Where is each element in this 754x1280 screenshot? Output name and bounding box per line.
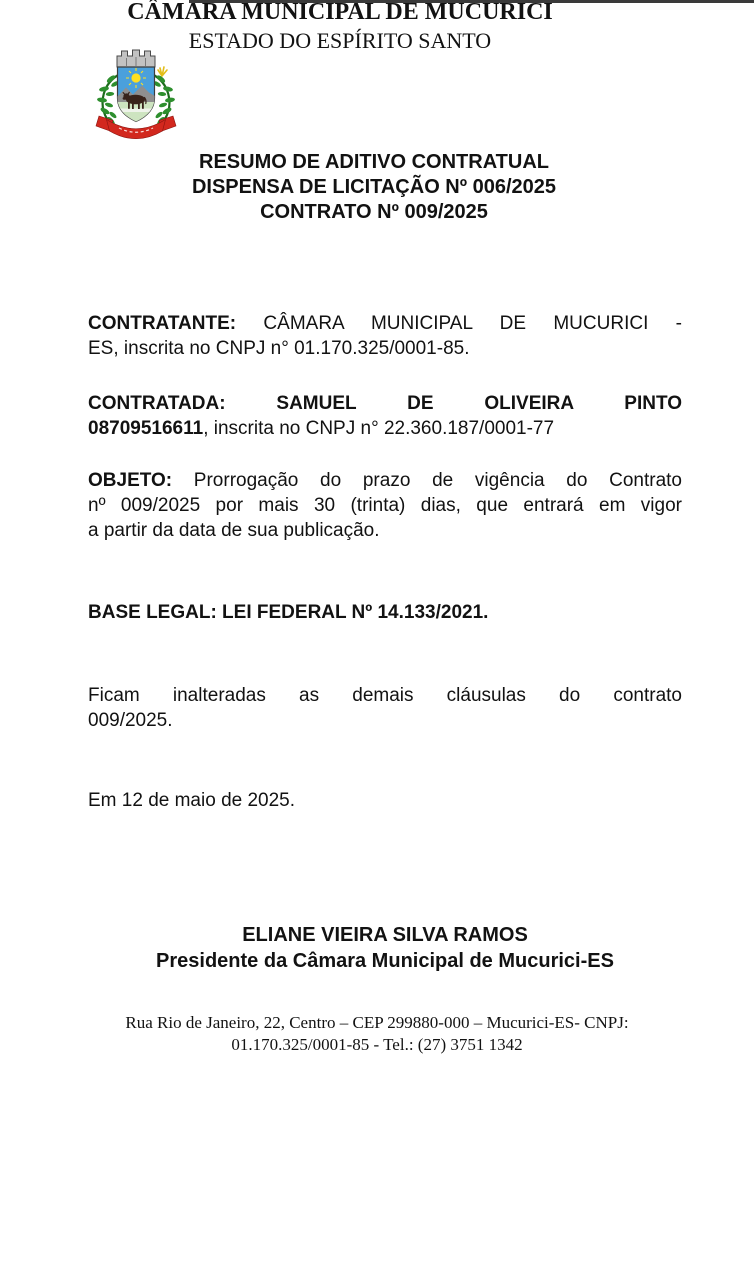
text-line xyxy=(88,311,682,336)
paragraph-ficam xyxy=(88,683,682,733)
paragraph-objeto xyxy=(88,468,682,543)
document-title xyxy=(78,150,670,225)
paragraph-contratante xyxy=(88,311,682,361)
document-title-line: DISPENSA DE LICITAÇÃO Nº 006/2025 xyxy=(191,176,557,198)
signature-title: Presidente da Câmara Municipal de Mucurici-ES xyxy=(156,950,614,972)
text-line xyxy=(88,518,682,543)
bold-text-segment: OBJETO: xyxy=(88,470,173,491)
text-line xyxy=(88,391,682,416)
document-title-line: RESUMO DE ADITIVO CONTRATUAL xyxy=(199,151,549,173)
municipal-coat-of-arms-icon xyxy=(86,46,186,146)
text-segment: Ficam inalteradas as demais cláusulas do contrato xyxy=(88,685,682,706)
text-segment: nº 009/2025 por mais 30 (trinta) dias, que entrará em vigor xyxy=(88,495,682,516)
footer-address xyxy=(77,1012,677,1056)
text-segment: , inscrita no CNPJ n° 22.360.187/0001-77 xyxy=(203,418,555,439)
paragraph-base-legal xyxy=(88,600,682,625)
signature-name: ELIANE VIEIRA SILVA RAMOS xyxy=(242,924,528,946)
bold-text-segment: CONTRATANTE: xyxy=(88,313,237,334)
text-line xyxy=(88,468,682,493)
footer-line: Rua Rio de Janeiro, 22, Centro – CEP 299880-000 – Mucurici-ES- CNPJ: xyxy=(125,1013,629,1032)
text-line xyxy=(88,708,682,733)
signature-block xyxy=(88,922,682,974)
header-subtitle: ESTADO DO ESPÍRITO SANTO xyxy=(188,28,492,53)
header-title: CÂMARA MUNICIPAL DE MUCURICI xyxy=(127,0,553,25)
text-segment: a partir da data de sua publicação. xyxy=(88,520,380,541)
text-line xyxy=(88,493,682,518)
text-segment: 009/2025. xyxy=(88,710,173,731)
text-line xyxy=(88,600,682,625)
paragraph-data xyxy=(88,788,682,813)
bold-text-segment: CONTRATADA: SAMUEL DE OLIVEIRA PINTO xyxy=(88,393,682,414)
bold-text-segment: 08709516611 xyxy=(88,418,204,439)
footer-line: 01.170.325/0001-85 - Tel.: (27) 3751 1342 xyxy=(231,1035,523,1054)
text-line xyxy=(88,416,682,441)
bold-text-segment: BASE LEGAL: LEI FEDERAL Nº 14.133/2021. xyxy=(88,602,489,623)
text-segment: CÂMARA MUNICIPAL DE MUCURICI - xyxy=(236,313,682,334)
text-line xyxy=(88,788,682,813)
text-segment: Prorrogação do prazo de vigência do Contrato xyxy=(172,470,682,491)
text-segment: ES, inscrita no CNPJ n° 01.170.325/0001-85. xyxy=(88,338,470,359)
paragraph-contratada xyxy=(88,391,682,441)
text-line xyxy=(88,336,682,361)
text-line xyxy=(88,683,682,708)
text-segment: Em 12 de maio de 2025. xyxy=(88,790,296,811)
document-title-line: CONTRATO Nº 009/2025 xyxy=(260,201,488,223)
